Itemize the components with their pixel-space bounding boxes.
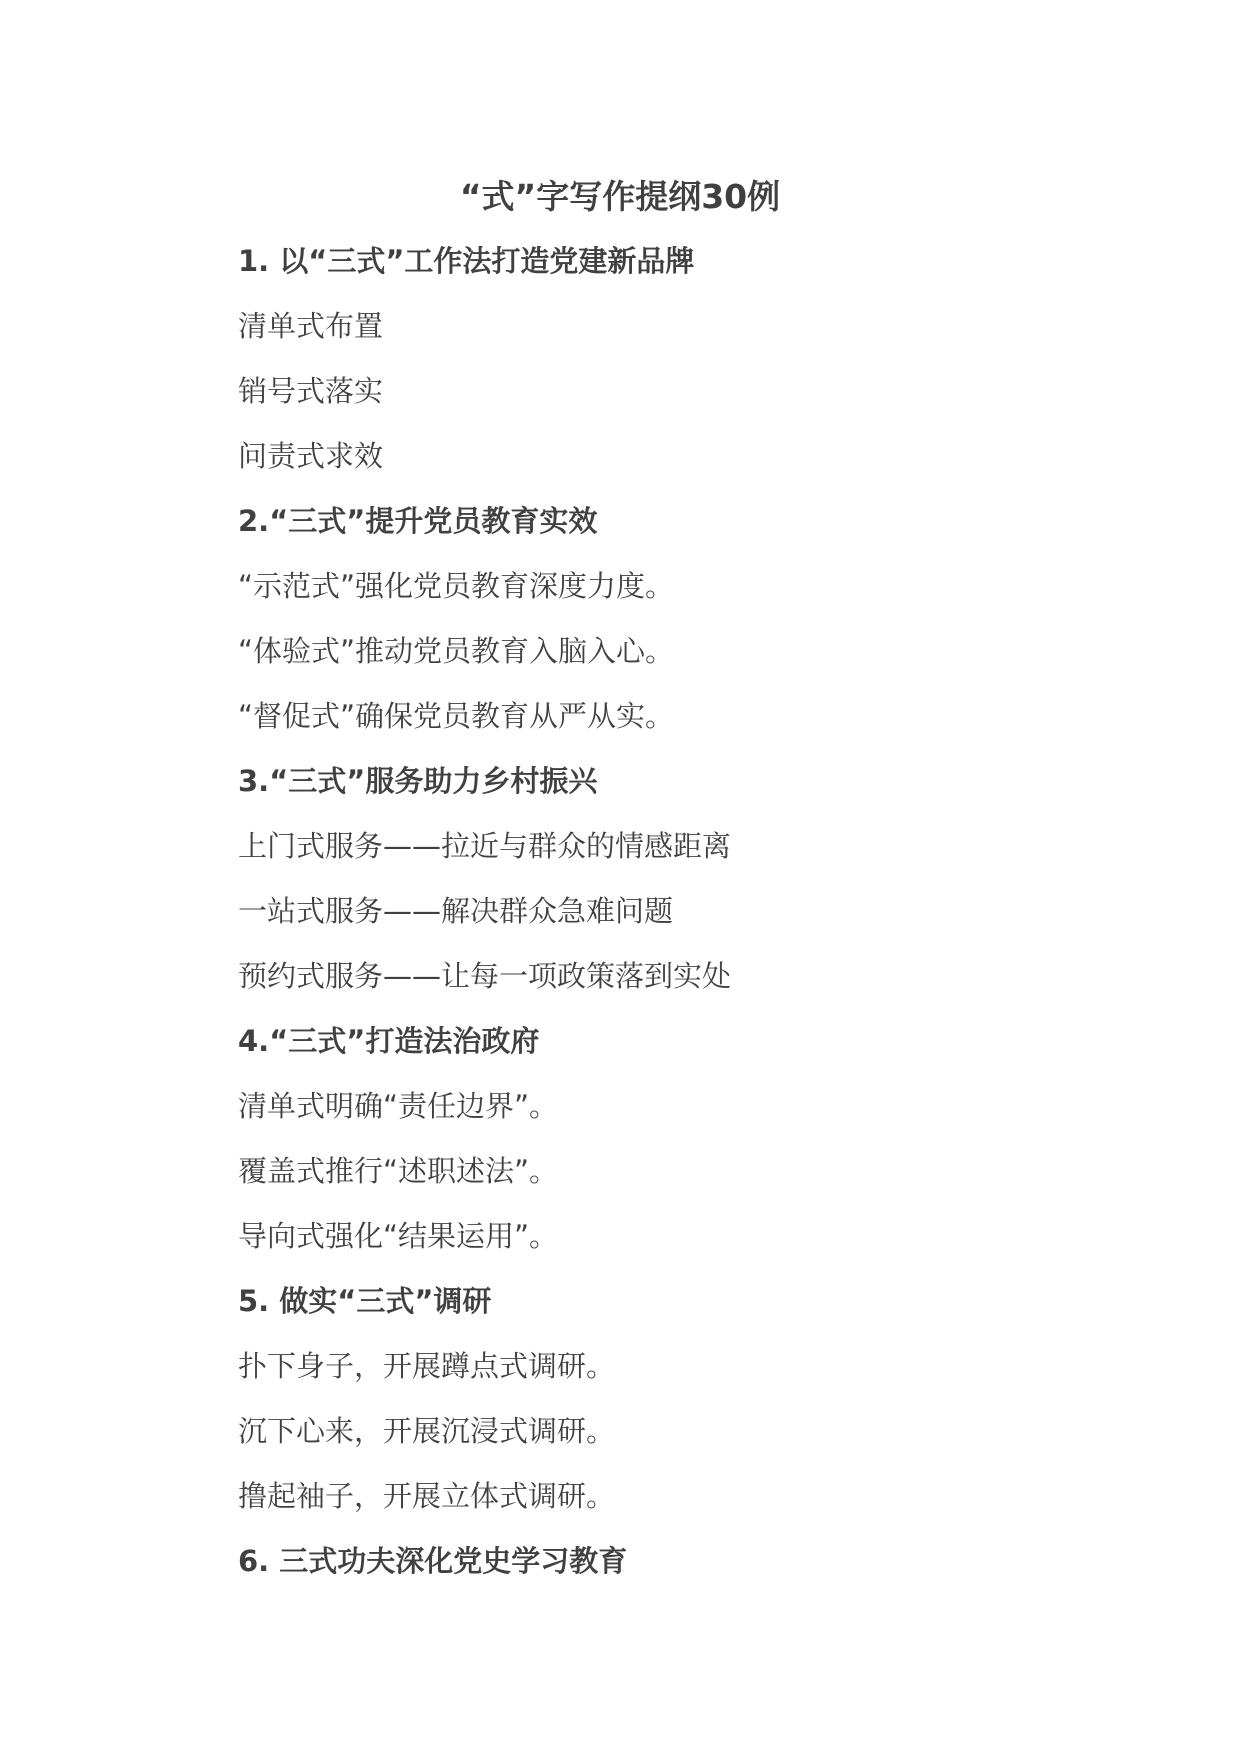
outline-item: 问责式求效 [238, 439, 384, 473]
outline-item: “督促式”确保党员教育从严从实。 [238, 699, 675, 733]
outline-item: “体验式”推动党员教育入脑入心。 [238, 634, 675, 668]
outline-item: 沉下心来，开展沉浸式调研。 [238, 1414, 616, 1448]
section-heading: 6. 三式功夫深化党史学习教育 [238, 1544, 628, 1578]
outline-item: 导向式强化“结果运用”。 [238, 1219, 559, 1253]
section-heading: 5. 做实“三式”调研 [238, 1284, 492, 1318]
outline-item: 撸起袖子，开展立体式调研。 [238, 1479, 616, 1513]
outline-section [238, 1018, 1118, 1278]
document-body [238, 238, 1118, 1603]
outline-section [238, 498, 1118, 758]
outline-section [238, 238, 1118, 498]
outline-item: 扑下身子，开展蹲点式调研。 [238, 1349, 616, 1383]
section-heading: 1. 以“三式”工作法打造党建新品牌 [238, 244, 695, 278]
outline-item: 清单式明确“责任边界”。 [238, 1089, 559, 1123]
document-title: “式”字写作提纲30例 [459, 177, 781, 216]
outline-item: 清单式布置 [238, 309, 384, 343]
outline-section [238, 1278, 1118, 1538]
section-heading: 2.“三式”提升党员教育实效 [238, 504, 598, 538]
outline-item: 覆盖式推行“述职述法”。 [238, 1154, 559, 1188]
outline-section [238, 758, 1118, 1018]
outline-item: 一站式服务——解决群众急难问题 [238, 894, 674, 928]
outline-item: 上门式服务——拉近与群众的情感距离 [238, 829, 732, 863]
section-heading: 4.“三式”打造法治政府 [238, 1024, 540, 1058]
outline-item: “示范式”强化党员教育深度力度。 [238, 569, 675, 603]
outline-item: 销号式落实 [238, 374, 384, 408]
section-heading: 3.“三式”服务助力乡村振兴 [238, 764, 598, 798]
outline-section [238, 1538, 1118, 1603]
outline-item: 预约式服务——让每一项政策落到实处 [238, 959, 732, 993]
